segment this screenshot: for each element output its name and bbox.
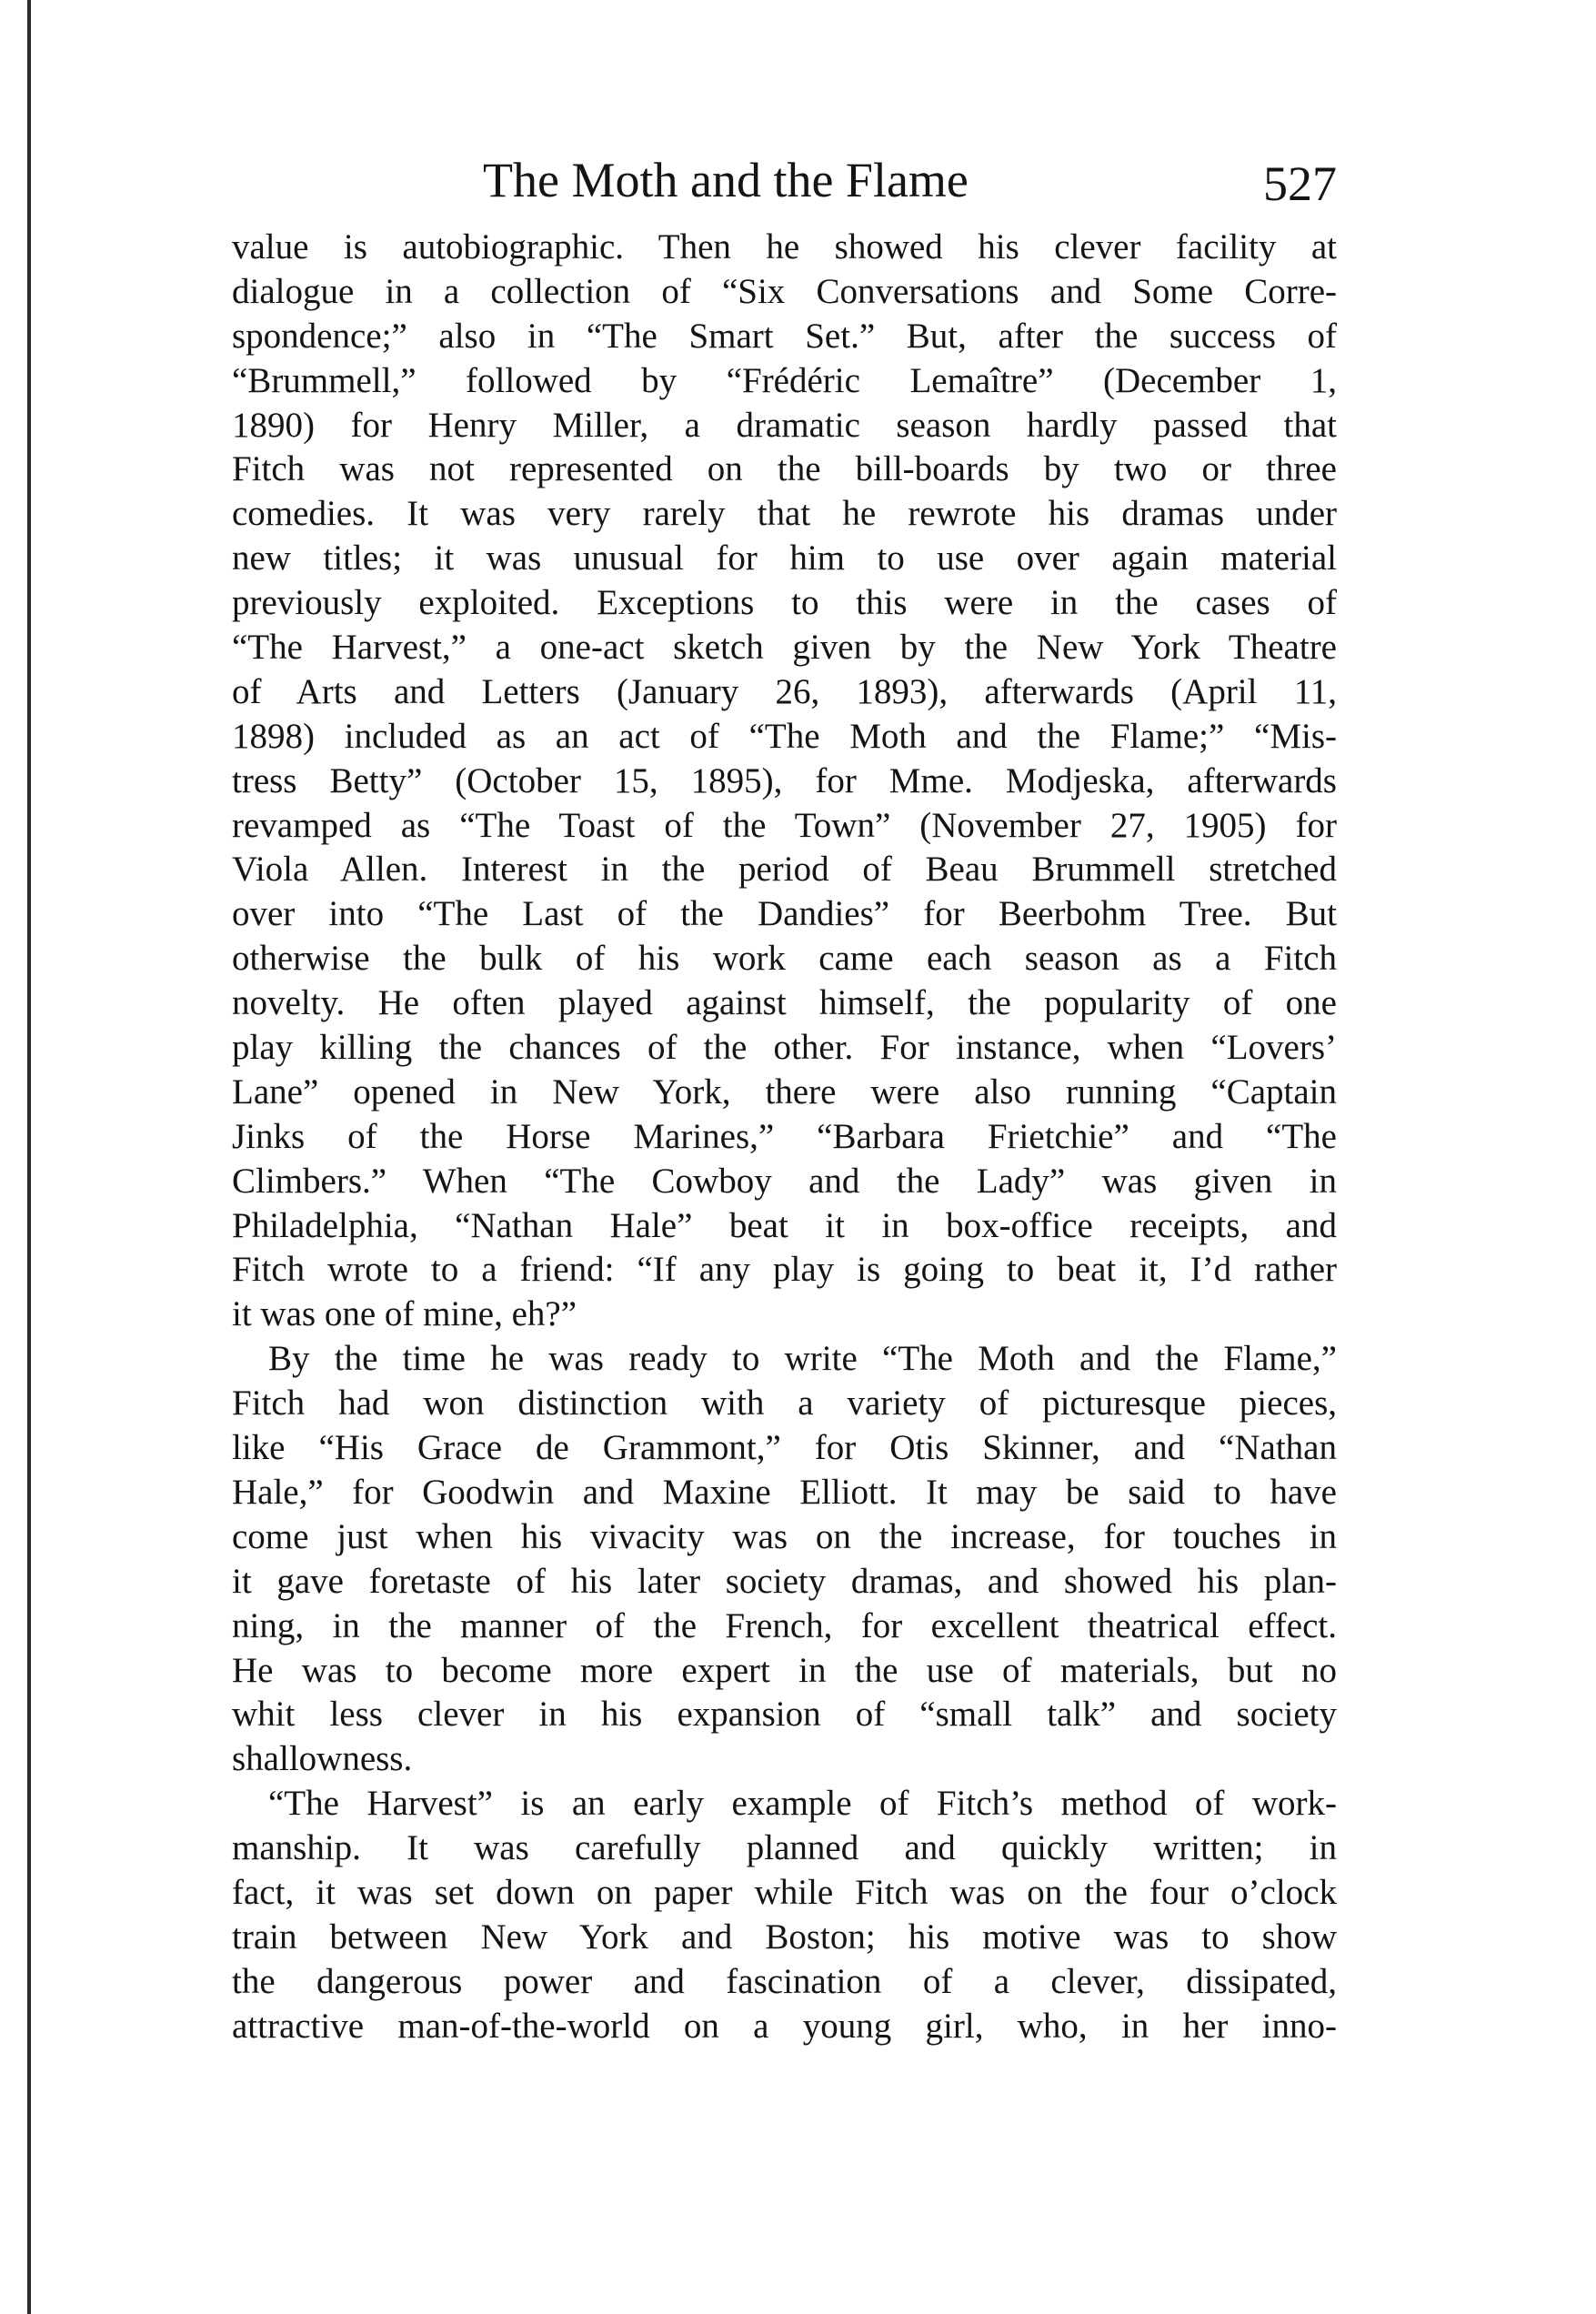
text-line: train between New York and Boston; his motive was to show (232, 1917, 1337, 1957)
text-line: over into “The Last of the Dandies” for Beerbohm Tree. But (232, 894, 1337, 934)
text-line: 1898) included as an act of “The Moth and the Flame;” “Mis- (232, 716, 1337, 756)
text-line: ning, in the manner of the French, for excellent theatrical effect. (232, 1605, 1337, 1645)
text-line: revamped as “The Toast of the Town” (November 27, 1905) for (232, 805, 1337, 845)
paragraph-start-line: By the time he was ready to write “The Moth and the Flame,” (268, 1339, 1337, 1379)
text-line: Viola Allen. Interest in the period of Beau Brummell stretched (232, 850, 1337, 890)
text-line: Fitch had won distinction with a variety of picturesque pieces, (232, 1383, 1337, 1424)
text-line: dialogue in a collection of “Six Conversations and Some Corre- (232, 271, 1337, 311)
text-line: previously exploited. Exceptions to this were in the cases of (232, 583, 1337, 623)
text-line: attractive man-of-the-world on a young girl, who, in her inno- (232, 2006, 1337, 2046)
page-number: 527 (1263, 156, 1337, 211)
running-head (232, 144, 1337, 216)
text-line: like “His Grace de Grammont,” for Otis Skinner, and “Nathan (232, 1428, 1337, 1468)
text-line: new titles; it was unusual for him to use over again material (232, 538, 1337, 578)
text-line: play killing the chances of the other. For instance, when “Lovers’ (232, 1028, 1337, 1068)
text-line: it gave foretaste of his later society dramas, and showed his plan- (232, 1561, 1337, 1601)
text-line: “The Harvest,” a one-act sketch given by the New York Theatre (232, 628, 1337, 668)
text-line: Fitch was not represented on the bill-boards by two or three (232, 449, 1337, 489)
text-line: whit less clever in his expansion of “small talk” and society (232, 1695, 1337, 1735)
text-line: manship. It was carefully planned and quickly written; in (232, 1828, 1337, 1868)
text-line: novelty. He often played against himself, the popularity of one (232, 983, 1337, 1023)
text-line: spondence;” also in “The Smart Set.” But, after the success of (232, 316, 1337, 356)
text-line: come just when his vivacity was on the increase, for touches in (232, 1516, 1337, 1556)
text-line: Fitch wrote to a friend: “If any play is going to beat it, I’d rather (232, 1250, 1337, 1290)
text-line: Lane” opened in New York, there were also running “Captain (232, 1071, 1337, 1112)
text-line: Hale,” for Goodwin and Maxine Elliott. It may be said to have (232, 1472, 1337, 1512)
text-line: “Brummell,” followed by “Frédéric Lemaître” (December 1, (232, 360, 1337, 400)
paragraph-end-line: shallowness. (232, 1739, 413, 1779)
text-line: Jinks of the Horse Marines,” “Barbara Frietchie” and “The (232, 1116, 1337, 1156)
text-line: He was to become more expert in the use of materials, but no (232, 1650, 1337, 1690)
paragraph-end-line: it was one of mine, eh?” (232, 1294, 577, 1334)
body-text (232, 226, 1337, 2049)
text-line: tress Betty” (October 15, 1895), for Mme. Modjeska, afterwards (232, 760, 1337, 800)
binding-edge (27, 0, 31, 2314)
paragraph-start-line: “The Harvest” is an early example of Fitch’s method of work- (268, 1784, 1337, 1824)
text-line: Philadelphia, “Nathan Hale” beat it in box-office receipts, and (232, 1205, 1337, 1245)
running-title: The Moth and the Flame (483, 153, 969, 207)
text-line: otherwise the bulk of his work came each season as a Fitch (232, 939, 1337, 979)
text-line: the dangerous power and fascination of a clever, dissipated, (232, 1961, 1337, 2001)
text-line: fact, it was set down on paper while Fitch was on the four o’clock (232, 1872, 1337, 1912)
text-line: Climbers.” When “The Cowboy and the Lady” was given in (232, 1161, 1337, 1201)
text-line: value is autobiographic. Then he showed his clever facility at (232, 227, 1337, 267)
text-line: 1890) for Henry Miller, a dramatic season hardly passed that (232, 405, 1337, 445)
text-line: comedies. It was very rarely that he rewrote his dramas under (232, 494, 1337, 534)
text-line: of Arts and Letters (January 26, 1893), afterwards (April 11, (232, 671, 1337, 711)
